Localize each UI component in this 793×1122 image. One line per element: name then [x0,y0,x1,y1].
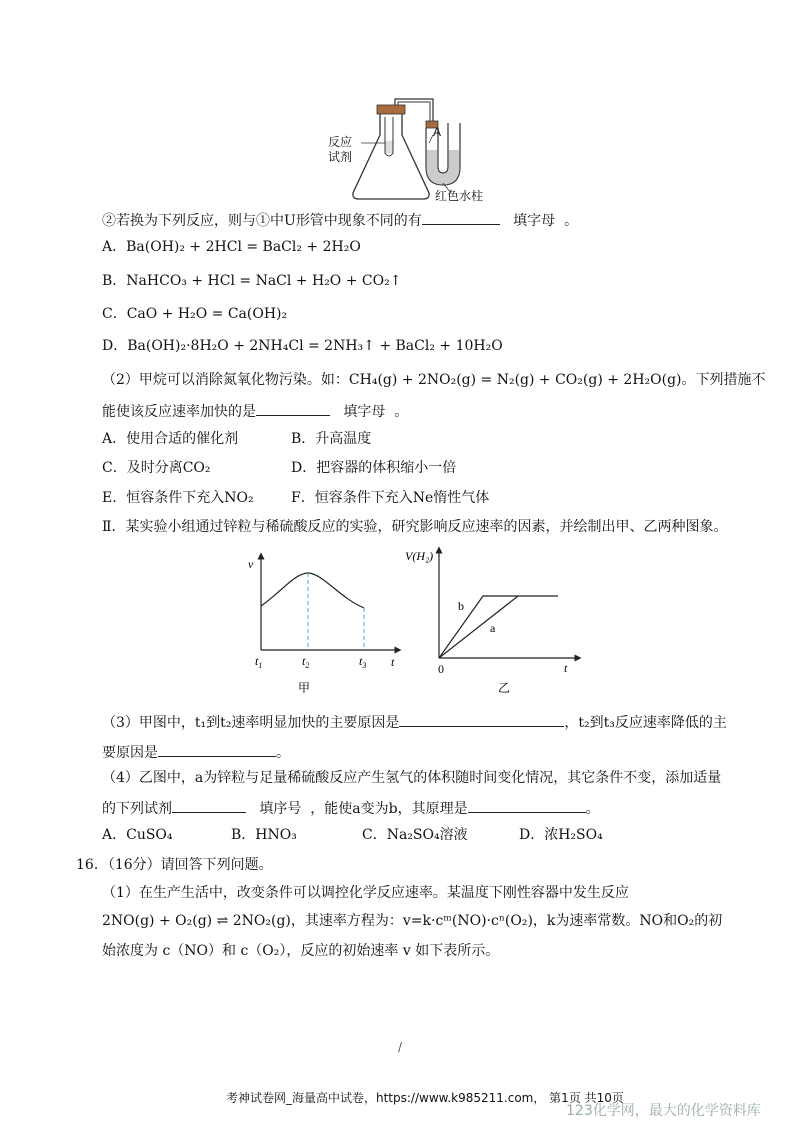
graph-yi-label-b: b [458,599,464,613]
graph-jia-t3-label: $t_3$ [359,654,367,670]
q-2-opt-E: E．恒容条件下充入NO₂ [102,490,254,506]
q-3-blank-1[interactable] [399,712,564,727]
section2-text: Ⅱ．某实验小组通过锌粒与稀硫酸反应的实验，研究影响反应速率的因素，并绘制出甲、乙两种图象。 [102,519,728,535]
q-3-line1: （3）甲图中，t₁到t₂速率明显加快的主要原因是 ，t₂到t₃反应速率降低的主 [102,712,727,732]
graph-yi-y-label: V(H₂) [405,549,434,563]
q16-line3: 始浓度为 c（NO）和 c（O₂），反应的初始速率 v 如下表所示。 [102,943,500,959]
q-4-opt-A: A．CuSO₄ [102,827,173,843]
q-2-opt-C: C．及时分离CO₂ [102,460,211,476]
q-4-line2: 的下列试剂 填序号 ，能使a变为b，其原理是 。 [102,798,600,818]
q-2-answer-blank[interactable] [256,401,330,416]
graph-yi-origin: 0 [438,662,444,676]
graph-yi-label-a: a [490,621,496,635]
q-4-line1: （4）乙图中，a为锌粒与足量稀硫酸反应产生氢气的体积随时间变化情况，其它条件不变，添加适量 [102,770,722,786]
q-2-opt-D: D．把容器的体积缩小一倍 [291,460,457,476]
q2-answer-blank[interactable] [422,210,500,225]
q-3-blank-2[interactable] [158,742,276,757]
q-4-blank-1[interactable] [172,798,246,813]
graph-yi-x-label: t [564,661,568,675]
graph-jia-t1-label: $t_1$ [255,654,263,670]
graph-jia-y-label: v [248,557,254,571]
water-column-label: 红色水柱 [435,189,484,203]
graph-jia-caption: 甲 [298,681,311,695]
footer-slash: / [398,1040,403,1054]
q16-line1: （1）在生产生活中，改变条件可以调控化学反应速率。某温度下刚性容器中发生反应 [102,885,629,901]
q16-line2: 2NO(g) + O₂(g) ⇌ 2NO₂(g)，其速率方程为：v=k·cᵐ(NO)·cⁿ(O₂)，k为速率常数。NO和O₂的初 [102,913,723,929]
graph-jia-t2-label: $t_2$ [302,654,310,670]
reagent-label-1: 反应 [328,135,353,149]
point-A-label: A [433,125,442,139]
graph-jia-x-label: t [391,655,395,669]
q-2-line2: 能使该反应速率加快的是 填字母 。 [102,401,408,421]
q-4-opt-D: D．浓H₂SO₄ [519,827,603,843]
q16-head: 16．（16分）请回答下列问题。 [76,857,273,873]
reagent-label-2: 试剂 [328,150,353,164]
graph-jia-svg [240,548,405,698]
q2-option-B: B．NaHCO₃ + HCl = NaCl + H₂O + CO₂↑ [102,273,402,289]
graph-jia [240,548,405,698]
graph-yi-caption: 乙 [498,681,511,695]
q2-option-D: D．Ba(OH)₂·8H₂O + 2NH₄Cl = 2NH₃↑ + BaCl₂ + 10H₂O [102,338,503,354]
q-2-opt-A: A．使用合适的催化剂 [102,431,239,447]
q-2-line1: （2）甲烷可以消除氮氧化物污染。如：CH₄(g) + 2NO₂(g) = N₂(g) + CO₂(g) + 2H₂O(g)。下列措施不 [102,372,766,388]
q2-prompt: ②若换为下列反应，则与①中U形管中现象不同的有 填字母 。 [102,210,578,230]
watermark: 123化学网，最大的化学资料库 [566,1103,761,1119]
q-2-opt-F: F．恒容条件下充入Ne惰性气体 [291,490,490,506]
q-4-opt-B: B．HNO₃ [231,827,297,843]
graph-yi-svg [400,540,585,698]
q2-option-A: A．Ba(OH)₂ + 2HCl = BaCl₂ + 2H₂O [102,239,361,255]
apparatus-figure [325,95,505,205]
q-3-line2: 要原因是 。 [102,742,290,762]
q-2-opt-B: B．升高温度 [291,431,372,447]
graph-jia-curve [261,573,364,608]
q2-option-C: C．CaO + H₂O = Ca(OH)₂ [102,306,288,322]
graph-yi-line-a [439,596,518,658]
graph-yi [400,540,585,698]
footer-text: 考神试卷网_海量高中试卷，https://www.k985211.com， 第1页 共10页 [226,1091,624,1105]
graph-yi-line-b [439,596,558,658]
q-4-opt-C: C．Na₂SO₄溶液 [362,827,468,843]
q-4-blank-2[interactable] [468,798,586,813]
